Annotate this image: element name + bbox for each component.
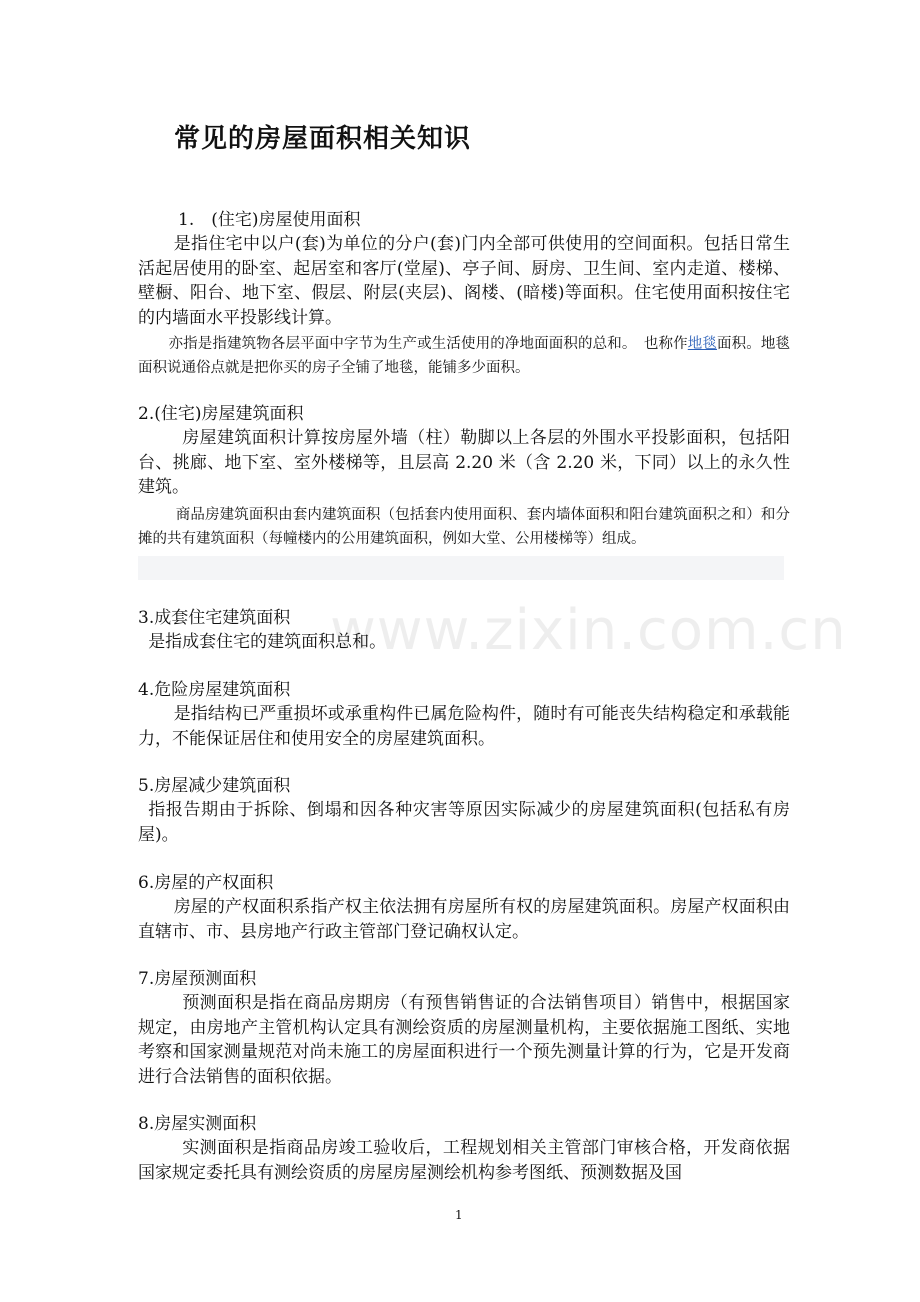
section-6-heading: 6.房屋的产权面积: [138, 873, 274, 893]
section-5: [138, 774, 790, 847]
page-number: 1: [455, 1208, 463, 1222]
section-4-heading: 4.危险房屋建筑面积: [138, 680, 291, 700]
section-2-heading: 2.(住宅)房屋建筑面积: [138, 404, 304, 424]
section-5-body: 指报告期由于拆除、倒塌和因各种灾害等原因实际减少的房屋建筑面积(包括私有房屋)。: [138, 800, 790, 845]
section-2-body: 房屋建筑面积计算按房屋外墙（柱）勒脚以上各层的外围水平投影面积，包括阳台、挑廊、地下室、室外楼梯等，且层高 2.20 米（含 2.20 米，下同）以上的永久性建筑。: [138, 428, 790, 497]
shaded-band: [138, 556, 784, 580]
section-1-body: 是指住宅中以户(套)为单位的分户(套)门内全部可供使用的空间面积。包括日常生活起居使用的卧室、起居室和客厅(堂屋)、亭子间、厨房、卫生间、室内走道、楼梯、壁橱、阳台、地下室、假层、附层(夹层)、阁楼、(暗楼)等面积。住宅使用面积按住宅的内墙面水平投影线计算。: [138, 234, 790, 328]
section-4-body: 是指结构已严重损坏或承重构件已属危险构件，随时有可能丧失结构稳定和承载能力，不能保证居住和使用安全的房屋建筑面积。: [138, 704, 790, 749]
section-5-heading: 5.房屋减少建筑面积: [138, 776, 291, 796]
document-title: 常见的房屋面积相关知识: [174, 124, 472, 154]
carpet-link[interactable]: 地毯: [687, 336, 718, 352]
section-6: [138, 871, 790, 944]
section-7-heading: 7.房屋预测面积: [138, 969, 257, 989]
section-1: [138, 208, 790, 380]
section-6-body: 房屋的产权面积系指产权主依法拥有房屋所有权的房屋建筑面积。房屋产权面积由直辖市、市、县房地产行政主管部门登记确权认定。: [138, 897, 790, 942]
section-7-body: 预测面积是指在商品房期房（有预售销售证的合法销售项目）销售中，根据国家规定，由房地产主管机构认定具有测绘资质的房屋测量机构，主要依据施工图纸、实地考察和国家测量规范对尚未施工的房屋面积进行一个预先测量计算的行为，它是开发商进行合法销售的面积依据。: [138, 993, 790, 1087]
watermark: www.zixin.com.cn: [330, 598, 847, 663]
section-4: [138, 678, 790, 751]
section-8-body: 实测面积是指商品房竣工验收后，工程规划相关主管部门审核合格，开发商依据国家规定委托具有测绘资质的房屋房屋测绘机构参考图纸、预测数据及国: [138, 1138, 790, 1183]
section-1-note-text-end: 面积。地毯面积说通俗点就是把你买的房子全铺了地毯，能铺多少面积。: [138, 336, 791, 376]
section-2-note: 商品房建筑面积由套内建筑面积（包括套内使用面积、套内墙体面积和阳台建筑面积之和）和分摊的共有建筑面积（每幢楼内的公用建筑面积，例如大堂、公用楼梯等）组成。: [138, 506, 790, 547]
section-8: [138, 1112, 790, 1185]
section-3: [138, 606, 790, 655]
section-7: [138, 967, 790, 1089]
section-1-note: [138, 332, 790, 380]
section-3-body: 是指成套住宅的建筑面积总和。: [148, 632, 387, 652]
section-3-heading: 3.成套住宅建筑面积: [138, 608, 291, 628]
section-1-heading: 1. (住宅)房屋使用面积: [178, 210, 361, 230]
section-1-note-text: 亦指是指建筑物各层平面中字节为生产或生活使用的净地面面积的总和。 也称作: [168, 336, 688, 352]
section-2: [138, 402, 790, 551]
section-8-heading: 8.房屋实测面积: [138, 1114, 257, 1134]
